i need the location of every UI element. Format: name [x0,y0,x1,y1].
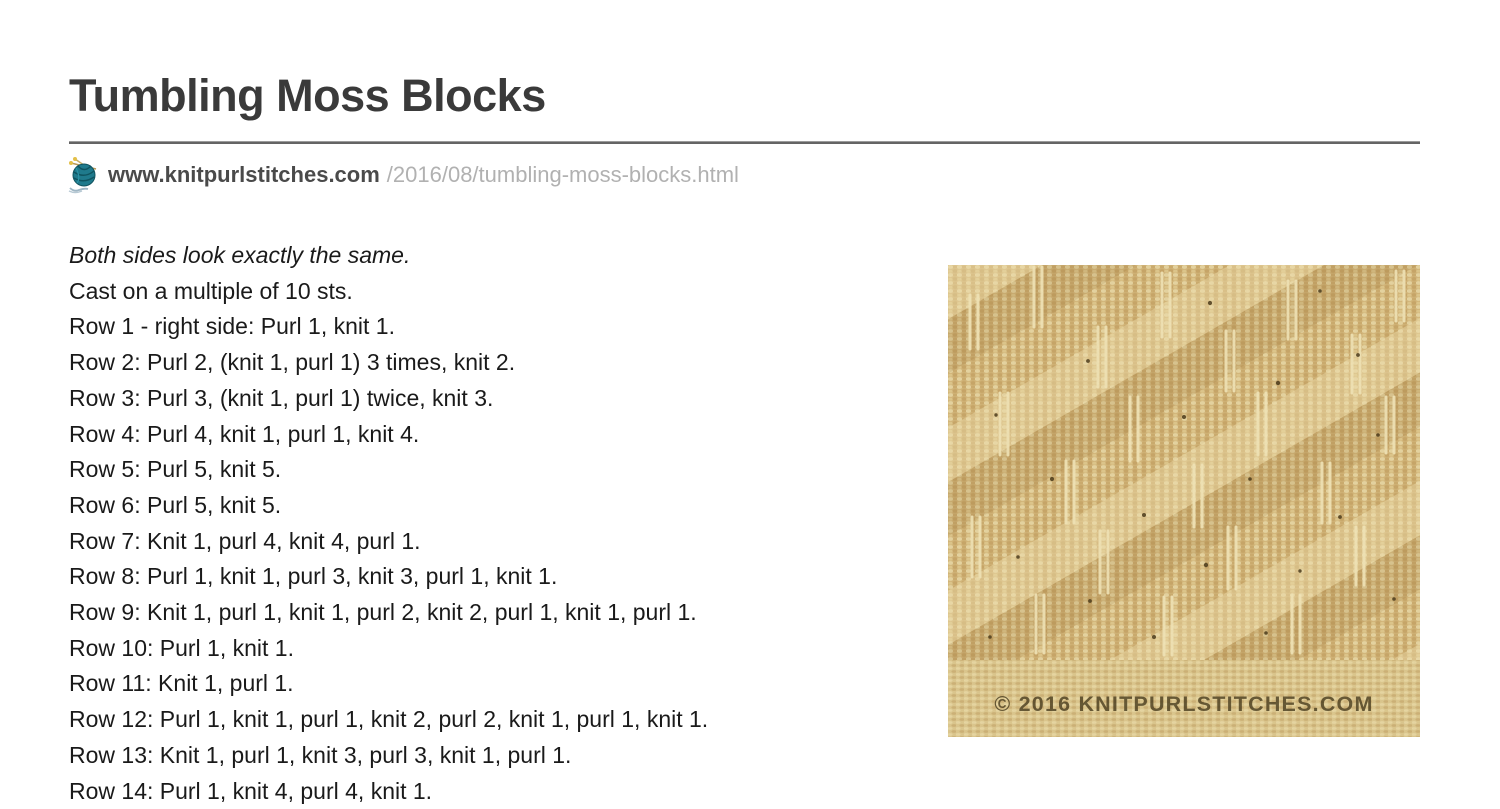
yarn-ball-favicon-icon [67,156,99,194]
pattern-row-6: Row 6: Purl 5, knit 5. [69,491,282,518]
pattern-row-7: Row 7: Knit 1, purl 4, knit 4, purl 1. [69,527,421,554]
pattern-row-14: Row 14: Purl 1, knit 4, purl 4, knit 1. [69,777,433,804]
pattern-row-11: Row 11: Knit 1, purl 1. [69,670,294,697]
pattern-row-8: Row 8: Purl 1, knit 1, purl 3, knit 3, purl 1, knit 1. [69,563,558,590]
pattern-note: Both sides look exactly the same. [69,242,411,268]
cast-on-line: Cast on a multiple of 10 sts. [69,277,353,304]
pattern-row-3: Row 3: Purl 3, (knit 1, purl 1) twice, knit 3. [69,384,494,411]
source-site: www.knitpurlstitches.com [108,162,380,187]
pattern-row-5: Row 5: Purl 5, knit 5. [69,456,282,483]
pattern-row-2: Row 2: Purl 2, (knit 1, purl 1) 3 times, knit 2. [69,349,516,376]
title-divider [69,141,1420,144]
page-title: Tumbling Moss Blocks [69,70,546,121]
source-line [67,156,739,194]
pattern-row-12: Row 12: Purl 1, knit 1, purl 1, knit 2, purl 2, knit 1, purl 1, knit 1. [69,706,709,733]
knit-swatch-photo [948,265,1420,737]
pattern-row-9: Row 9: Knit 1, purl 1, knit 1, purl 2, knit 2, purl 1, knit 1, purl 1. [69,599,697,626]
pattern-row-10: Row 10: Purl 1, knit 1. [69,634,294,661]
pattern-row-1: Row 1 - right side: Purl 1, knit 1. [69,313,395,340]
pattern-row-13: Row 13: Knit 1, purl 1, knit 3, purl 3, knit 1, purl 1. [69,741,572,768]
pattern-instructions [69,238,939,809]
source-path: /2016/08/tumbling-moss-blocks.html [386,162,739,187]
pattern-row-4: Row 4: Purl 4, knit 1, purl 1, knit 4. [69,420,420,447]
